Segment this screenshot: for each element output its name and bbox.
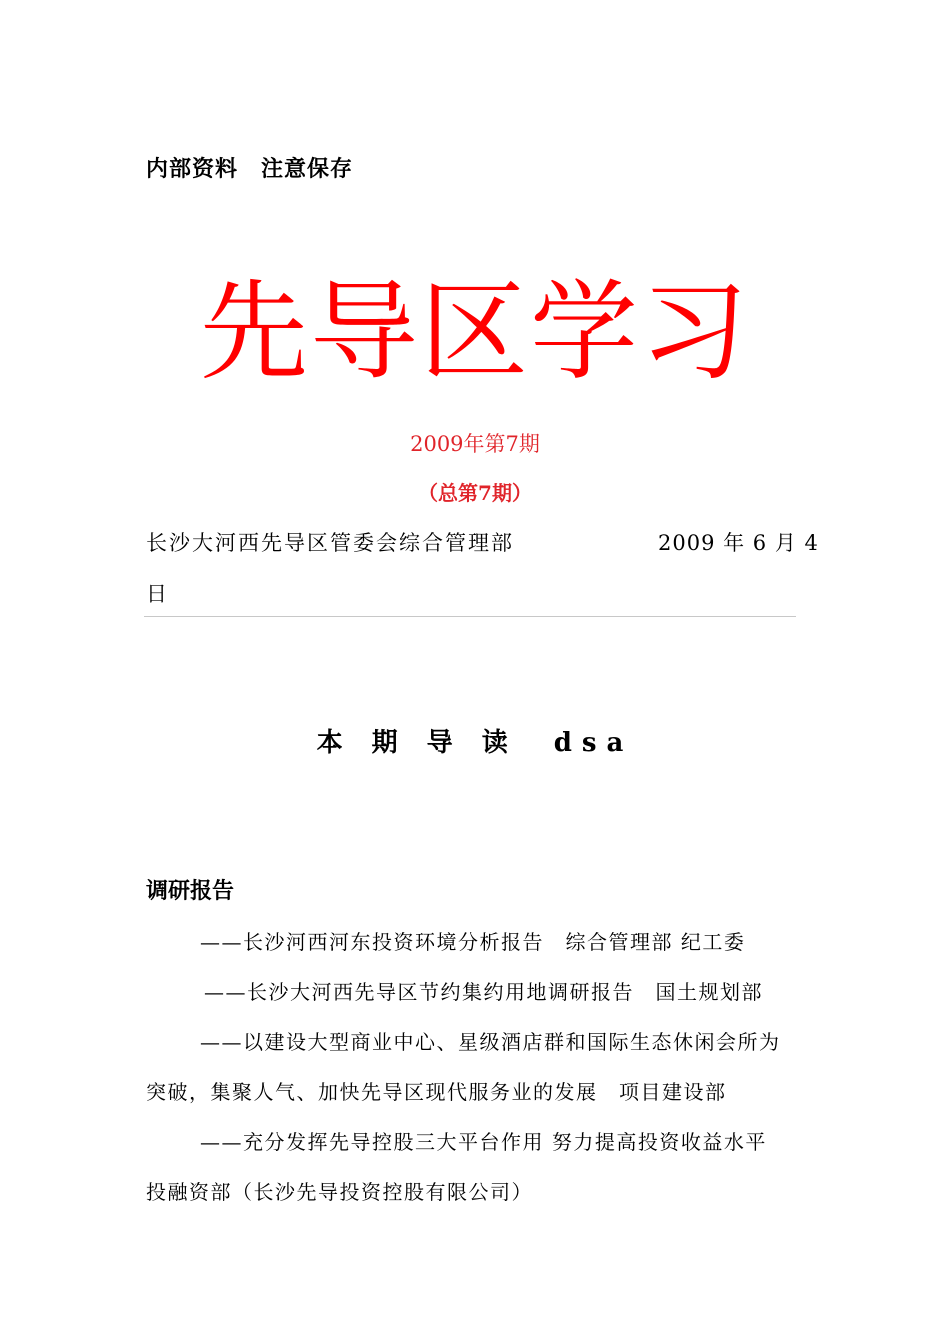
report-item-4-continued: 投融资部（长沙先导投资控股有限公司） xyxy=(146,1180,533,1204)
section-title: 调研报告 xyxy=(146,878,235,904)
report-item-3-continued: 突破，集聚人气、加快先导区现代服务业的发展 项目建设部 xyxy=(146,1080,727,1104)
masthead-title: 先导区学习 xyxy=(199,270,750,395)
guide-title: 本 期 导 读 dsa xyxy=(316,728,634,758)
total-issue-number: （总第7期） xyxy=(418,481,532,505)
publisher-department: 长沙大河西先导区管委会综合管理部 xyxy=(146,531,514,555)
report-item-3: ——以建设大型商业中心、星级酒店群和国际生态休闲会所为 xyxy=(200,1030,781,1054)
publish-date: 2009 年 6 月 4 xyxy=(658,531,819,555)
report-item-2: ——长沙大河西先导区节约集约用地调研报告 国土规划部 xyxy=(204,980,763,1004)
report-item-1: ——长沙河西河东投资环境分析报告 综合管理部 纪工委 xyxy=(200,930,746,954)
header-divider xyxy=(144,616,796,617)
publish-date-continued: 日 xyxy=(146,582,167,606)
internal-note: 内部资料 注意保存 xyxy=(146,156,354,182)
report-item-4: ——充分发挥先导控股三大平台作用 努力提高投资收益水平 xyxy=(200,1130,767,1154)
issue-number: 2009年第7期 xyxy=(410,432,540,456)
